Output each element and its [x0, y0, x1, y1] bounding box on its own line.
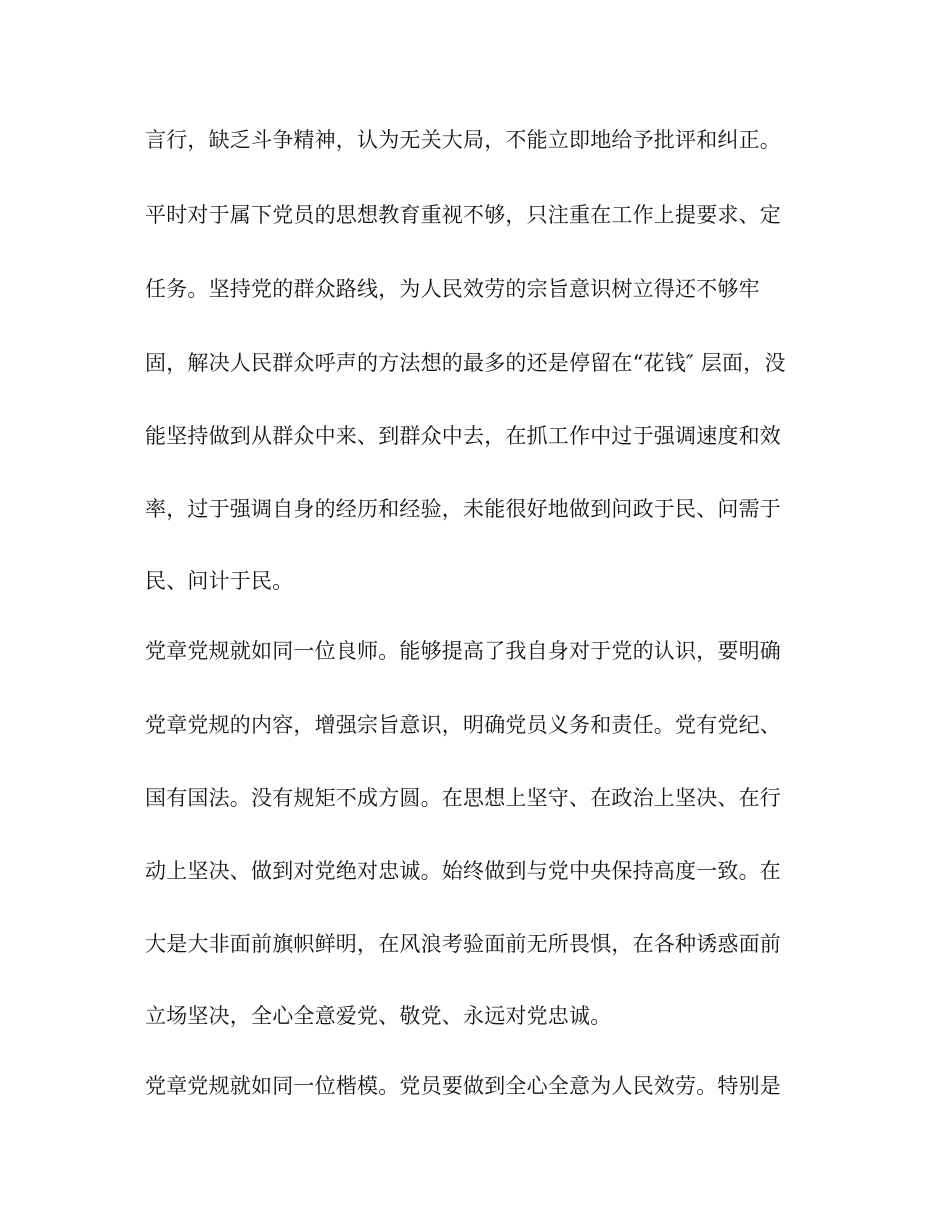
text-line: 国有国法。没有规矩不成方圆。在思想上坚守、在政治上坚决、在行 [145, 786, 781, 810]
text-line: 言行，缺乏斗争精神，认为无关大局，不能立即地给予批评和纠正。 [145, 128, 781, 152]
text-line: 任务。坚持党的群众路线，为人民效劳的宗旨意识树立得还不够牢 [145, 277, 760, 301]
text-line: 立场坚决，全心全意爱党、敬党、永远对党忠诚。 [145, 1004, 612, 1028]
text-line: 平时对于属下党员的思想教育重视不够，只注重在工作上提要求、定 [145, 203, 781, 227]
text-line: 党章党规就如同一位良师。能够提高了我自身对于党的认识，要明确 [145, 639, 781, 663]
text-line: 率，过于强调自身的经历和经验，未能很好地做到问政于民、问需于 [145, 497, 781, 521]
text-line: 固，解决人民群众呼声的方法想的最多的还是停留在“花钱″ 层面，没 [145, 351, 786, 375]
text-line: 党章党规就如同一位楷模。党员要做到全心全意为人民效劳。特别是 [145, 1074, 781, 1098]
text-line: 能坚持做到从群众中来、到群众中去，在抓工作中过于强调速度和效 [145, 424, 781, 448]
text-line: 动上坚决、做到对党绝对忠诚。始终做到与党中央保持高度一致。在 [145, 859, 781, 883]
text-line: 民、问计于民。 [145, 569, 294, 593]
text-line: 大是大非面前旗帜鲜明，在风浪考验面前无所畏惧，在各种诱惑面前 [145, 932, 781, 956]
text-line: 党章党规的内容，增强宗旨意识，明确党员义务和责任。党有党纪、 [145, 713, 781, 737]
